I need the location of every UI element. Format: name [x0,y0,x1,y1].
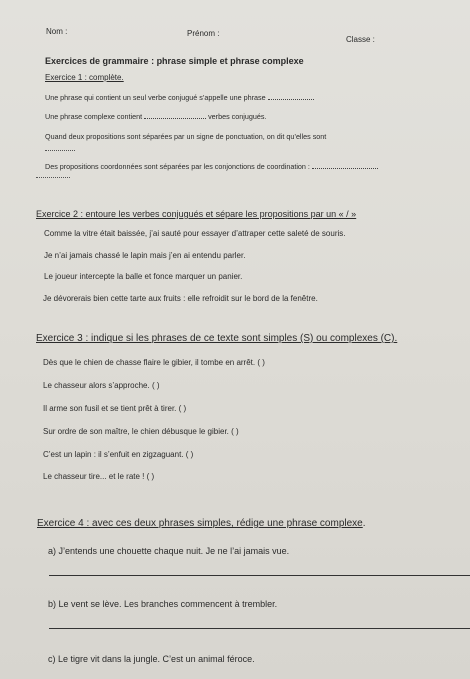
exercise-4-title: Exercice 4 : avec ces deux phrases simples, rédige une phrase complexe. [37,518,366,529]
prenom-label: Prénom : [187,29,220,38]
ex1-item-1: Une phrase qui contient un seul verbe conjugué s’appelle une phrase [45,93,314,102]
ex1-item-4: Des propositions coordonnées sont séparées par les conjonctions de coordination : [45,162,378,171]
ex3-sentence-3: Il arme son fusil et se tient prêt à tirer. ( ) [43,404,187,413]
blank [144,118,206,119]
ex3-sentence-5: C’est un lapin : il s’enfuit en zigzaguant. ( ) [43,450,194,459]
exercise-1-title: Exercice 1 : complète. [45,73,124,82]
exercise-3-title: Exercice 3 : indique si les phrases de ce texte sont simples (S) ou complexes (C). [36,333,398,344]
page-title: Exercices de grammaire : phrase simple et phrase complexe [45,56,304,66]
ex2-sentence-4: Je dévorerais bien cette tarte aux fruits : elle refroidit sur le bord de la fenêtre. [43,294,318,303]
ex1-item-2: Une phrase complexe contient verbes conjugués. [45,112,267,121]
ex3-sentence-2: Le chasseur alors s’approche. ( ) [43,381,160,390]
ex4-item-c: c) Le tigre vit dans la jungle. C’est un animal féroce. [48,654,255,664]
ex4-item-a: a) J’entends une chouette chaque nuit. Je ne l’ai jamais vue. [48,546,290,556]
exercise-2-title: Exercice 2 : entoure les verbes conjugués et sépare les propositions par un « / » [36,209,357,219]
ex2-sentence-2: Je n’ai jamais chassé le lapin mais j’en ai entendu parler. [44,251,246,260]
blank [268,99,314,100]
classe-label: Classe : [346,35,375,44]
ex3-sentence-1: Dès que le chien de chasse flaire le gibier, il tombe en arrêt. ( ) [43,358,265,367]
blank [45,150,75,151]
answer-line-a[interactable] [49,575,470,576]
blank [36,177,70,178]
ex4-item-b: b) Le vent se lève. Les branches commencent à trembler. [48,599,278,609]
ex2-sentence-3: Le joueur intercepte la balle et fonce marquer un panier. [44,272,243,281]
nom-label: Nom : [46,27,68,36]
ex1-item-3: Quand deux propositions sont séparées par un signe de ponctuation, on dit qu’elles sont [45,132,327,141]
answer-line-b[interactable] [49,628,470,629]
ex2-sentence-1: Comme la vitre était baissée, j’ai sauté pour essayer d’attraper cette saleté de souris. [44,229,346,238]
ex3-sentence-6: Le chasseur tire... et le rate ! ( ) [43,472,155,481]
blank [312,168,378,169]
ex3-sentence-4: Sur ordre de son maître, le chien débusque le gibier. ( ) [43,427,239,436]
